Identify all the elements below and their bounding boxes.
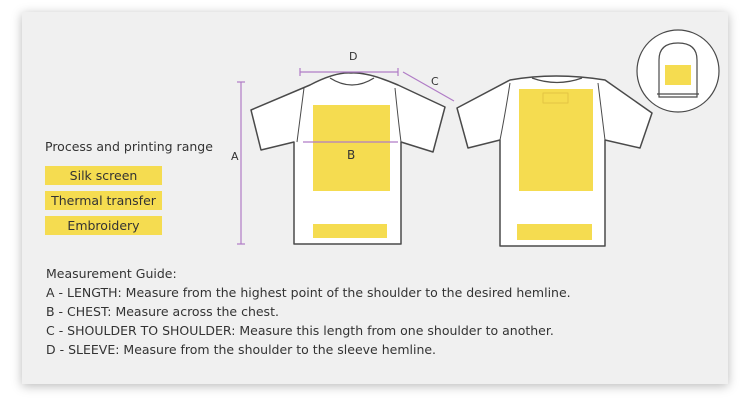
guide-title: Measurement Guide:	[46, 266, 177, 281]
hat-icon	[637, 30, 719, 112]
guide-line-c: C - SHOULDER TO SHOULDER: Measure this length from one shoulder to another.	[46, 323, 554, 338]
dimension-label-a: A	[231, 150, 239, 163]
back-hem-print-area	[517, 224, 592, 240]
guide-line-b: B - CHEST: Measure across the chest.	[46, 304, 279, 319]
back-tshirt	[457, 76, 652, 246]
hat-print-area	[665, 65, 691, 85]
dimension-label-d: D	[349, 50, 358, 63]
process-title: Process and printing range	[45, 139, 213, 154]
front-hem-print-area	[313, 224, 387, 238]
back-print-area	[519, 89, 593, 191]
dimension-label-b: B	[347, 148, 356, 162]
method-thermal-transfer: Thermal transfer	[45, 191, 162, 210]
dimension-label-c: C	[431, 75, 439, 88]
method-embroidery: Embroidery	[45, 216, 162, 235]
guide-line-a: A - LENGTH: Measure from the highest point of the shoulder to the desired hemline.	[46, 285, 571, 300]
method-silk-screen: Silk screen	[45, 166, 162, 185]
measurement-guide	[46, 264, 571, 359]
guide-line-d: D - SLEEVE: Measure from the shoulder to the sleeve hemline.	[46, 342, 437, 357]
